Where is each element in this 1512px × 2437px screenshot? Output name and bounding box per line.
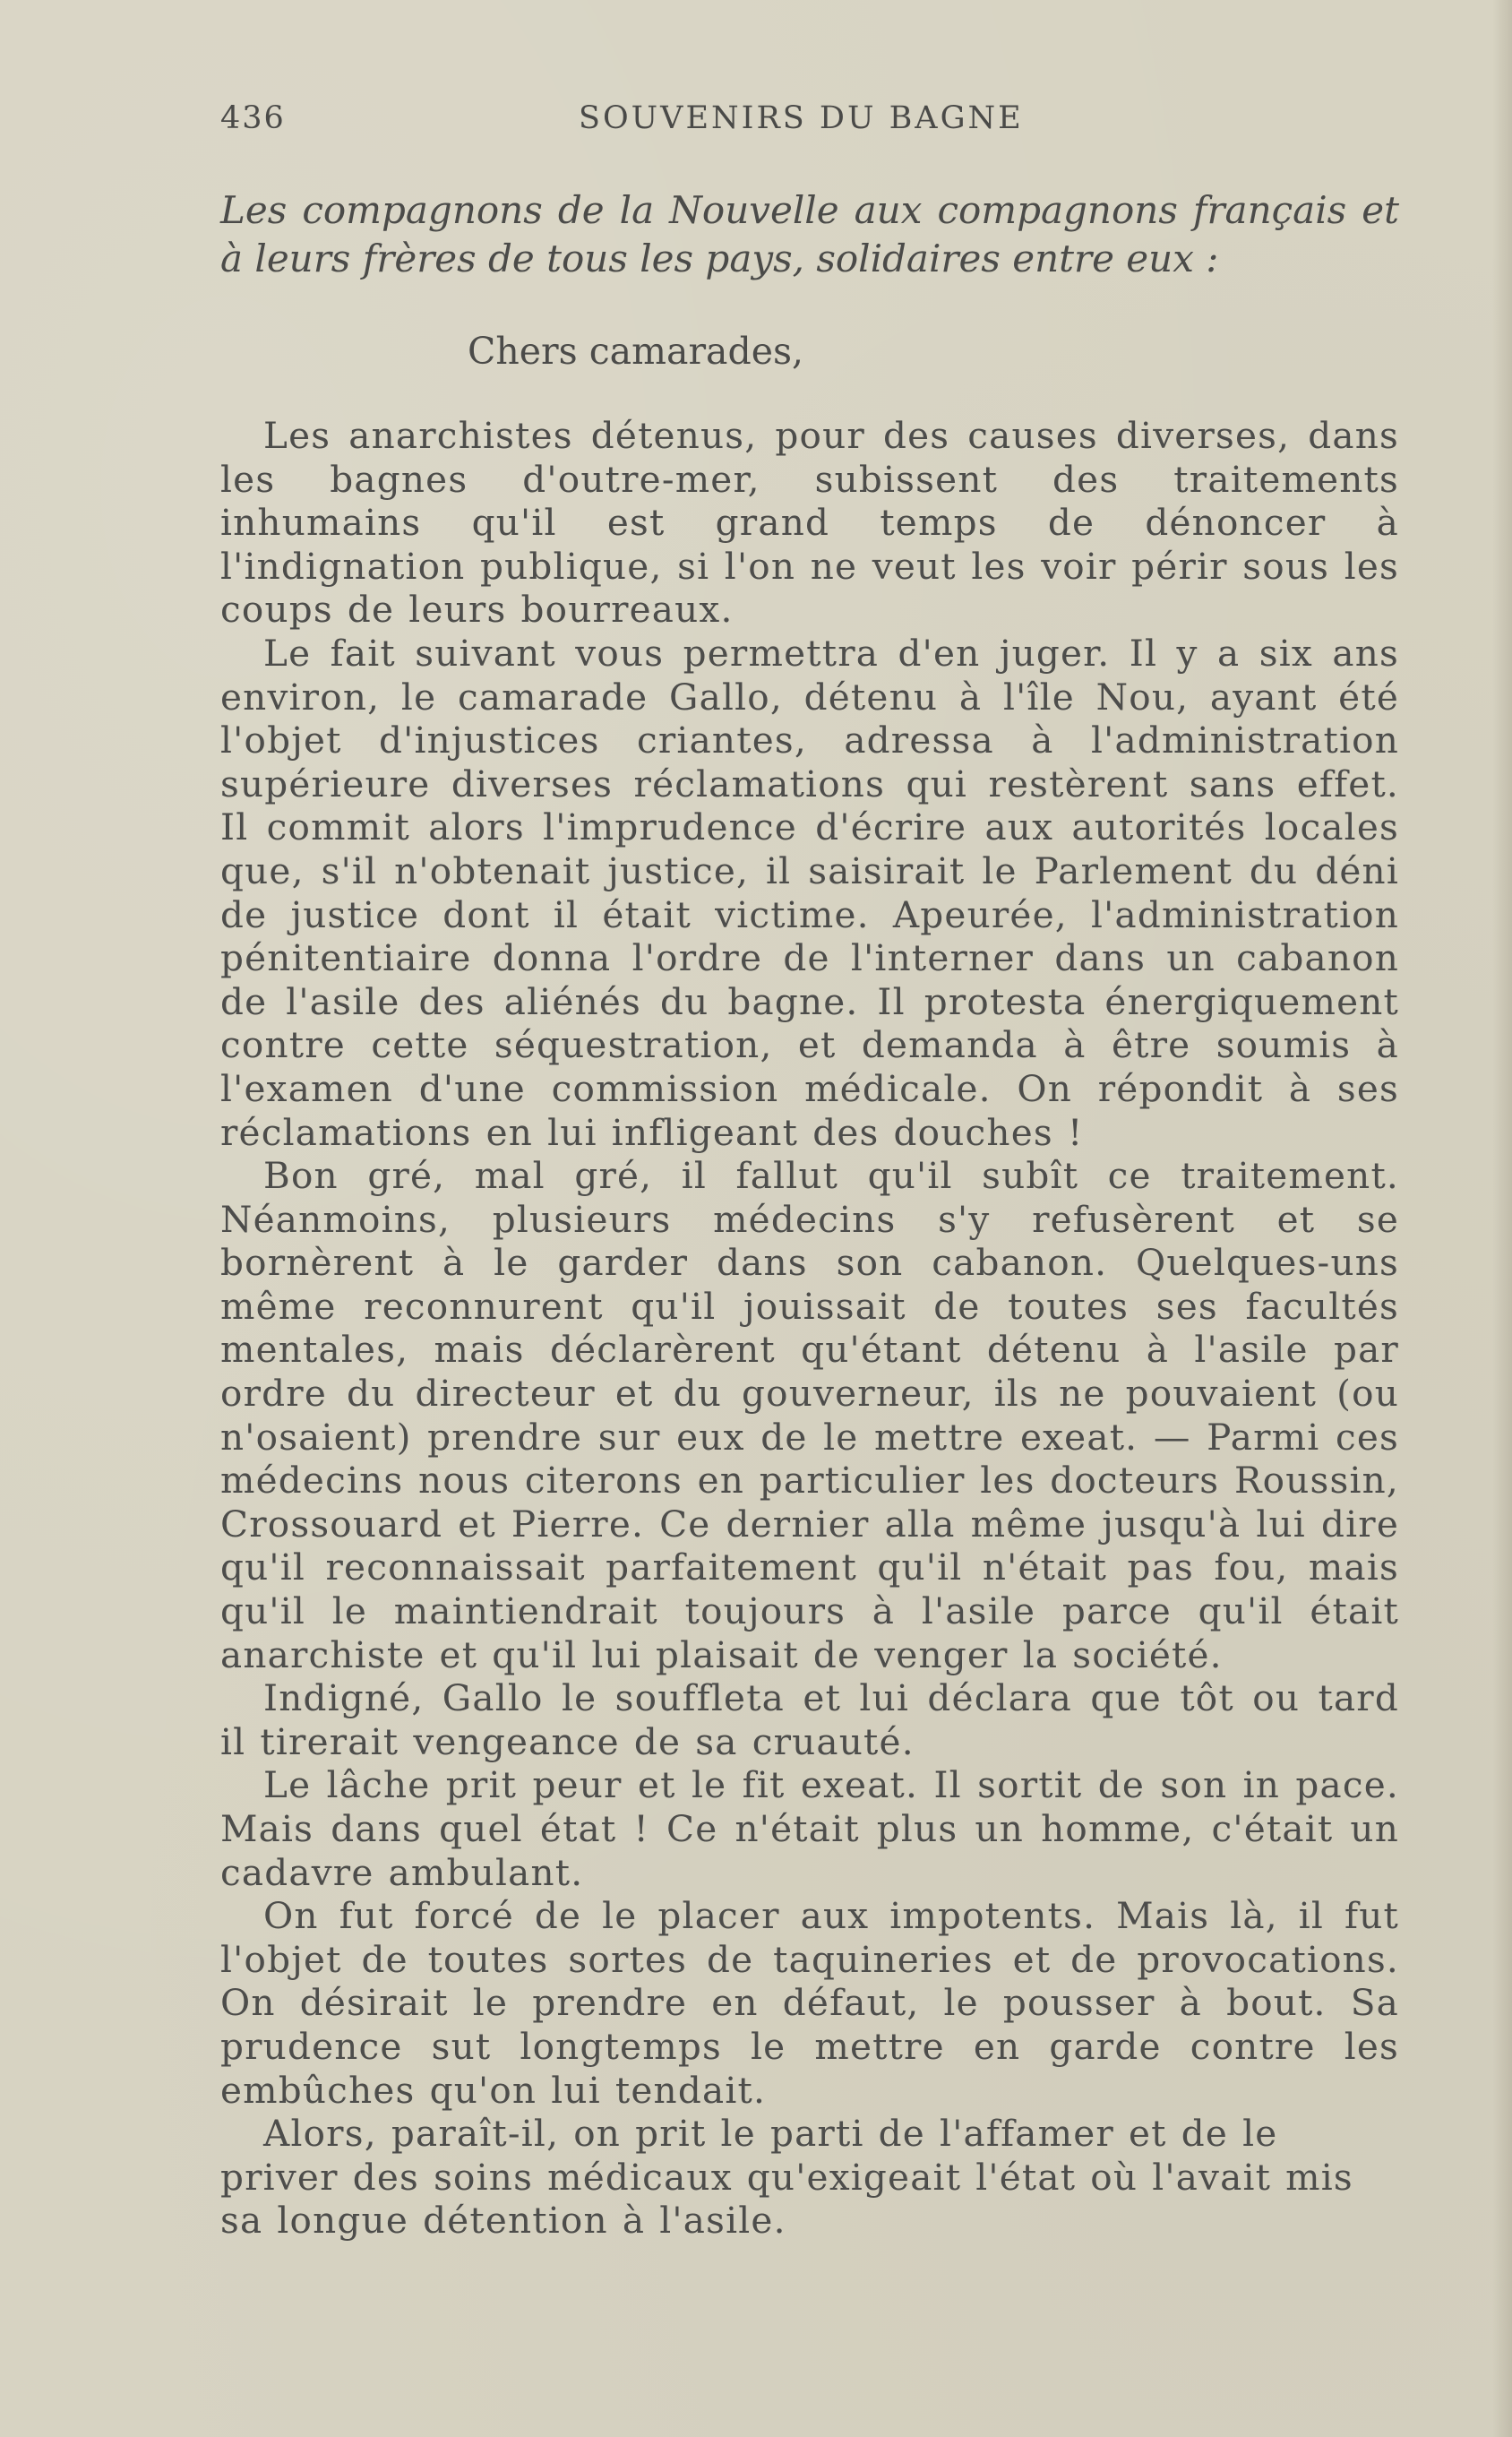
running-head [220,100,1399,145]
paragraph: Le lâche prit peur et le fit exeat. Il sortit de son in pace. Mais dans quel état ! Ce n'était plus un homme, c'était un cadavre ambulant. [220,1763,1399,1894]
paragraph: Indigné, Gallo le souffleta et lui déclara que tôt ou tard il tirerait vengeance de sa cruauté. [220,1676,1399,1763]
paragraph: Bon gré, mal gré, il fallut qu'il subît ce traitement. Néanmoins, plusieurs médecins s'y refusèrent et se bornèrent à le garder dans son cabanon. Quelques-uns même reconnurent qu'il jouissait de toutes ses facultés mentales, mais déclarèrent qu'étant détenu à l'asile par ordre du directeur et du gouverneur, ils ne pouvaient (ou n'osaient) prendre sur eux de le mettre exeat. — Parmi ces médecins nous citerons en particulier les docteurs Roussin, Crossouard et Pierre. Ce dernier alla même jusqu'à lui dire qu'il reconnaissait parfaitement qu'il n'était pas fou, mais qu'il le maintiendrait toujours à l'asile parce qu'il était anarchiste et qu'il lui plaisait de venger la société. [220,1154,1399,1676]
letter-address: Les compagnons de la Nouvelle aux compagnons français et à leurs frères de tous les pays, solidaires entre eux : [220,188,1399,280]
letter-salutation: Chers camarades, [468,330,804,373]
page-number: 436 [220,100,286,136]
letter-body [220,414,1399,2243]
page-edge-shadow [1492,0,1512,2437]
paragraph: On fut forcé de le placer aux impotents. Mais là, il fut l'objet de toutes sortes de taquineries et de provocations. On désirait le prendre en défaut, le pousser à bout. Sa prudence sut longtemps le mettre en garde contre les embûches qu'on lui tendait. [220,1894,1399,2112]
paragraph: Les anarchistes détenus, pour des causes diverses, dans les bagnes d'outre-mer, subissent des traitements inhumains qu'il est grand temps de dénoncer à l'indignation publique, si l'on ne veut les voir périr sous les coups de leurs bourreaux. [220,414,1399,632]
paragraph: Le fait suivant vous permettra d'en juger. Il y a six ans environ, le camarade Gallo, détenu à l'île Nou, ayant été l'objet d'injustices criantes, adressa à l'administration supérieure diverses réclamations qui restèrent sans effet. Il commit alors l'imprudence d'écrire aux autorités locales que, s'il n'obtenait justice, il saisirait le Parlement du déni de justice dont il était victime. Apeurée, l'administration pénitentiaire donna l'ordre de l'interner dans un cabanon de l'asile des aliénés du bagne. Il protesta énergiquement contre cette séquestration, et demanda à être soumis à l'examen d'une commission médicale. On répondit à ses réclamations en lui infligeant des douches ! [220,631,1399,1154]
paragraph: Alors, paraît-il, on prit le parti de l'affamer et de le priver des soins médicaux qu'exigeait l'état où l'avait mis sa longue détention à l'asile. [220,2112,1353,2243]
running-title: SOUVENIRS DU BAGNE [579,100,1024,136]
